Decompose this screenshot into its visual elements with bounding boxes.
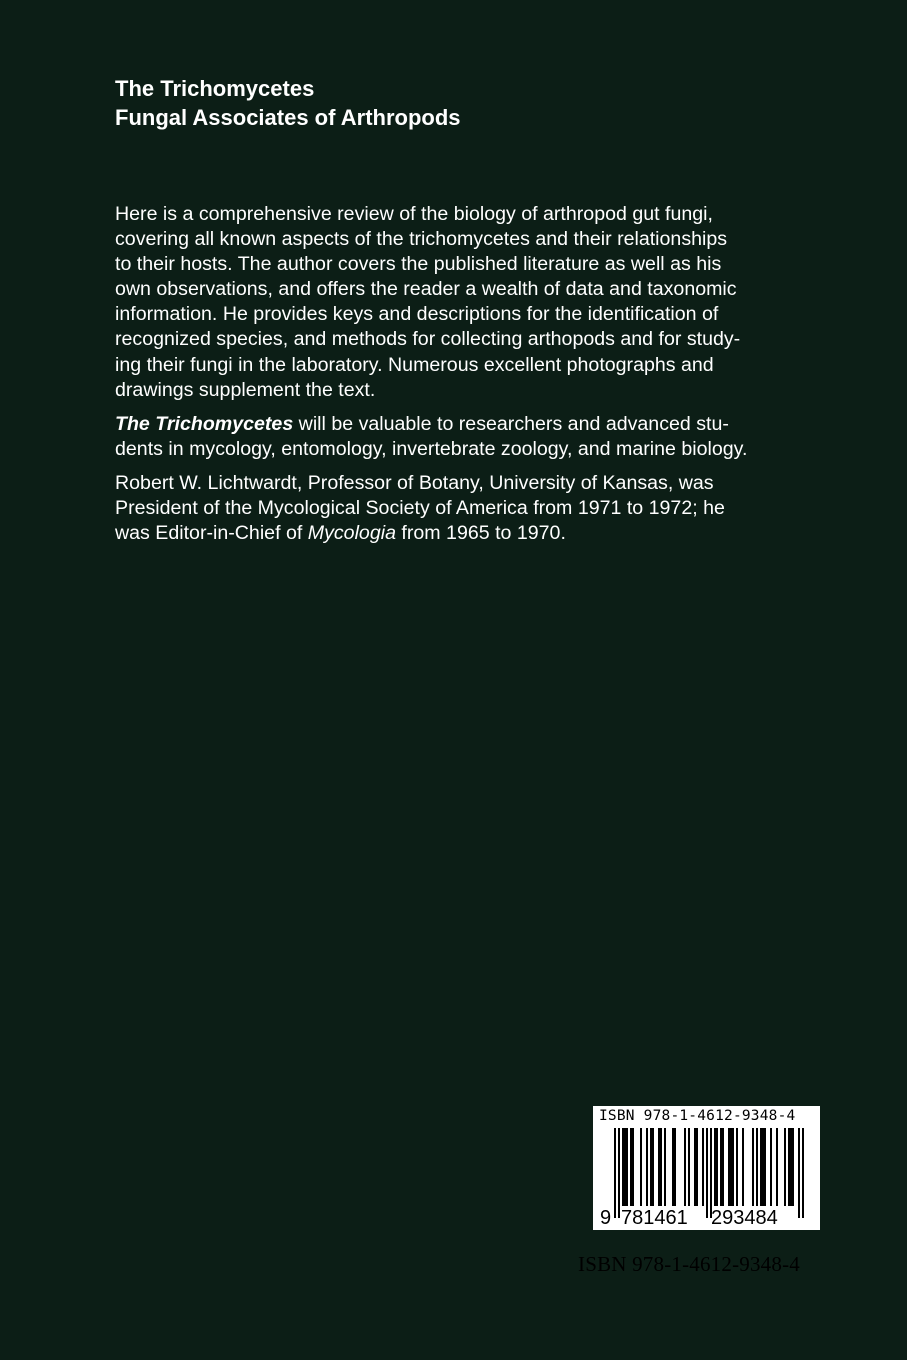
barcode-bar <box>660 1128 662 1206</box>
barcode-bar <box>664 1128 666 1206</box>
text-line: information. He provides keys and descriptions for the identification of <box>115 303 719 326</box>
title-block <box>115 74 461 132</box>
barcode-bar <box>694 1128 696 1206</box>
barcode-bar <box>646 1128 648 1206</box>
barcode-bar <box>622 1128 624 1206</box>
barcode-digit-first: 9 <box>600 1207 612 1229</box>
barcode-bar <box>776 1128 778 1206</box>
text-line: covering all known aspects of the trichomycetes and their relationships <box>115 228 728 251</box>
text-line: to their hosts. The author covers the published literature as well as his <box>115 253 722 276</box>
description-paragraph-1 <box>115 202 845 403</box>
barcode-bar <box>770 1128 772 1206</box>
barcode-bar <box>760 1128 762 1206</box>
barcode-bar <box>710 1128 712 1218</box>
barcode-bar <box>672 1128 674 1206</box>
text-fragment: will be valuable to researchers and advanced stu- <box>293 412 729 435</box>
barcode-digits-right: 293484 <box>711 1207 778 1229</box>
barcode-bar <box>798 1128 800 1218</box>
barcode-bar <box>788 1128 790 1206</box>
barcode-bar <box>792 1128 794 1206</box>
barcode-bar <box>736 1128 738 1206</box>
barcode-bar <box>696 1128 698 1206</box>
barcode-bar <box>790 1128 792 1206</box>
text-fragment: from 1965 to 1970. <box>395 522 566 545</box>
book-title: The Trichomycetes <box>115 76 315 101</box>
barcode-bar <box>714 1128 716 1206</box>
barcode-digits-left: 781461 <box>621 1207 688 1229</box>
text-line <box>115 521 845 546</box>
barcode-bar <box>652 1128 654 1206</box>
barcode-bar <box>630 1128 632 1206</box>
isbn-imprint: ISBN 978-1-4612-9348-4 <box>578 1252 800 1276</box>
barcode-isbn-label: ISBN 978-1-4612-9348-4 <box>599 1108 796 1124</box>
barcode-bar <box>722 1128 724 1206</box>
barcode-bar <box>742 1128 744 1206</box>
barcode-bar <box>764 1128 766 1206</box>
barcode-bar <box>730 1128 732 1206</box>
barcode-bar <box>688 1128 690 1206</box>
barcode-bar <box>732 1128 734 1206</box>
text-line: ing their fungi in the laboratory. Numerous excellent photographs and <box>115 353 714 376</box>
text-line: Here is a comprehensive review of the biology of arthropod gut fungi, <box>115 203 713 225</box>
author-bio <box>115 471 845 546</box>
text-line: Robert W. Lichtwardt, Professor of Botany, University of Kansas, was <box>115 471 714 494</box>
barcode-bar <box>658 1128 660 1206</box>
barcode-bar <box>614 1128 616 1218</box>
barcode-bar <box>706 1128 708 1218</box>
barcode-bar <box>756 1128 758 1206</box>
barcode-bar <box>626 1128 628 1206</box>
text-fragment: was Editor-in-Chief of <box>115 522 308 545</box>
barcode-bar <box>632 1128 634 1206</box>
description-block <box>115 202 845 555</box>
text-line: dents in mycology, entomology, invertebrate zoology, and marine biology. <box>115 437 748 460</box>
book-subtitle: Fungal Associates of Arthropods <box>115 105 461 130</box>
barcode-bar <box>624 1128 626 1206</box>
book-title-italic: The Trichomycetes <box>115 412 294 435</box>
barcode-bar <box>702 1128 704 1206</box>
text-line <box>115 412 845 437</box>
barcode-bar <box>784 1128 786 1206</box>
barcode-bar <box>674 1128 676 1206</box>
description-paragraph-2 <box>115 412 845 462</box>
text-line: own observations, and offers the reader a wealth of data and taxonomic <box>115 278 737 301</box>
barcode-bar <box>720 1128 722 1206</box>
text-line: recognized species, and methods for collecting arthopods and for study- <box>115 328 741 351</box>
text-line: drawings supplement the text. <box>115 378 376 401</box>
barcode-bar <box>716 1128 718 1206</box>
barcode-bar <box>728 1128 730 1206</box>
barcode-bar <box>762 1128 764 1206</box>
barcode-bar <box>684 1128 686 1206</box>
barcode-bar <box>640 1128 642 1206</box>
journal-name-italic: Mycologia <box>307 522 396 545</box>
barcode <box>593 1106 820 1230</box>
barcode-bar <box>618 1128 620 1218</box>
text-line: President of the Mycological Society of America from 1971 to 1972; he <box>115 497 725 520</box>
barcode-bar <box>752 1128 754 1206</box>
barcode-bar <box>650 1128 652 1206</box>
barcode-bar <box>802 1128 804 1218</box>
